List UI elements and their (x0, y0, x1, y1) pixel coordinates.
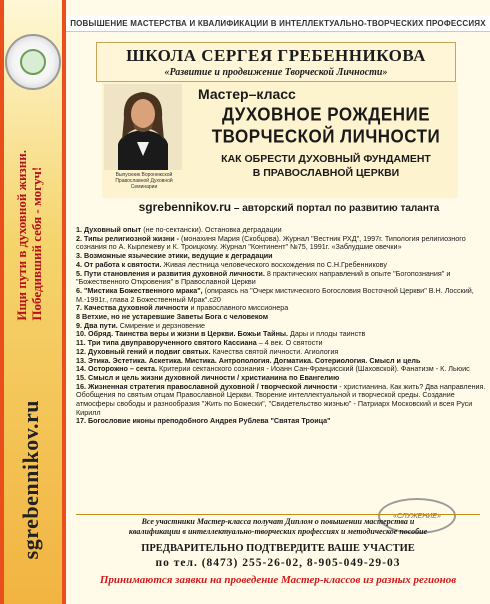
topic-heading: "Мистика Божественного мрака", (84, 285, 203, 295)
regions-note: Принимаются заявки на проведение Мастер-классов из разных регионов (99, 574, 457, 586)
topic-text: 8 практических направлений в опыте "Богопознания" и "Божественного Откровения" в Православной Церкви (76, 268, 451, 287)
topic-heading: Ветхие, но не устаревшие Заветы Бога с человеком (82, 312, 269, 322)
title-line2: ТВОРЧЕСКОЙ ЛИЧНОСТИ (211, 126, 441, 147)
masterclass-title (198, 104, 454, 148)
topic-number: 11. (76, 338, 86, 348)
diploma-line2: квалификации в интеллектуально-творческих профессиях и методическое пособие (128, 527, 428, 536)
sidebar-slogan (14, 150, 44, 321)
topic-number: 12. (76, 346, 86, 356)
topic-text: (монахиня Мария (Скобцова). Журнал "Вестник РХД", 1997г. Типология религиозного сознания по А. Кырлежеву и К. Троицкому. Журнал "Континент" №75, 1991г. «Заблудшие овечки» (76, 233, 466, 252)
topic-heading: Возможные языческие этики, ведущие к деградации (84, 251, 273, 261)
portal-site-link[interactable]: sgrebennikov.ru (138, 200, 232, 214)
topic-text: Смирение и дерзновение (117, 320, 206, 330)
school-subtitle: «Развитие и продвижение Творческой Личности» (164, 67, 388, 78)
topic-number: 5. (76, 268, 82, 278)
phone-line[interactable]: по тел. (8473) 255-26-02, 8-905-049-29-03 (155, 557, 401, 569)
topic-number: 6. (76, 285, 82, 295)
topic-heading: От работа к святости. (84, 259, 162, 269)
topic-number: 3. (76, 251, 82, 261)
topic-number: 1. (76, 225, 82, 234)
confirm-heading: ПРЕДВАРИТЕЛЬНО ПОДТВЕРДИТЕ ВАШЕ УЧАСТИЕ (141, 543, 415, 554)
photo-caption: Выпускник Воронежской Православной Духовной Семинарии (115, 172, 173, 190)
sidebar-slogan-line1: Ищи пути в духовной жизни. (14, 150, 29, 321)
sidebar-slogan-line2: Победивший себя - могуч! (29, 166, 44, 321)
topic-text: (не по-сектански). Остановка деградации (141, 225, 282, 234)
topic-number: 13. (76, 355, 86, 365)
topic-heading: Духовный гений и подвиг святых. (88, 346, 211, 356)
topic-number: 17. (76, 416, 86, 426)
seal-core (20, 49, 46, 75)
masterclass-subtitle (198, 152, 454, 180)
topic-item (76, 417, 486, 426)
topic-text: - христианина. Как жить? Два направления. Обобщения по святым отцам Православной Церкви. Творение интеллектуальной и творческой среды. Создание атмосферы свободы и разнообразия "Жить по Божески", "Свидетельство жизнью" - Патриарх Московский и всея Руси Кирилл (76, 381, 486, 417)
portal-line (126, 198, 452, 216)
top-line: ПОВЫШЕНИЕ МАСТЕРСТВА И КВАЛИФИКАЦИИ В ИНТЕЛЛЕКТУАЛЬНО-ТВОРЧЕСКИХ ПРОФЕССИЯХ (66, 16, 490, 32)
topic-item (76, 270, 486, 287)
topic-text: и православного миссионера (188, 303, 289, 313)
masterclass-label: Мастер–класс (198, 86, 296, 102)
author-photo (104, 84, 182, 170)
diploma-line1: Все участники Мастер-класса получат Диплом о повышении мастерства и (141, 517, 415, 526)
topic-number: 7. (76, 303, 82, 313)
topic-heading: Богословие иконы преподобного Андрея Рублева "Святая Троица" (88, 416, 331, 426)
topic-number: 8 (76, 312, 80, 322)
topic-number: 4. (76, 259, 82, 269)
topic-heading: Этика. Эстетика. Аскетика. Мистика. Антропология. Догматика. Сотериология. Смысл и цель (88, 355, 421, 365)
stamp-icon: «СЛУЖЕНИЕ» (378, 498, 456, 534)
logo-seal-icon (5, 34, 61, 90)
sidebar-site[interactable]: sgrebennikov.ru (18, 400, 43, 560)
topic-heading: Обряд. Таинства веры и жизни в Церкви. Божьи Тайны. (88, 329, 289, 339)
title-line1: ДУХОВНОЕ РОЖДЕНИЕ (221, 104, 431, 125)
topic-text: – 4 век. О святости (256, 338, 323, 348)
topic-item (76, 235, 486, 252)
topic-text: (опираясь на "Очерк мистического Богословия Восточной Церкви" В.Н. Лосский, М.-1991г., глава 2 Божественный Мрак".с20 (76, 285, 474, 304)
main-page (66, 0, 490, 604)
topic-number: 15. (76, 372, 86, 382)
topic-heading: Два пути. (84, 320, 118, 330)
topic-heading: Осторожно – секта. (88, 364, 158, 374)
topic-heading: Духовный опыт (84, 225, 142, 234)
topic-number: 14. (76, 364, 86, 374)
topic-heading: Смысл и цель жизни духовной личности / христианина по Евангелию (88, 372, 340, 382)
topic-heading: Жизненная стратегия православной духовной / творческой личности (88, 381, 338, 391)
topic-text: Дары и плоды таинств (288, 329, 366, 339)
topic-number: 16. (76, 381, 86, 391)
subtitle-line2: В ПРАВОСЛАВНОЙ ЦЕРКВИ (252, 167, 400, 179)
topic-text: Живая лестница человеческого восхождения по С.Н.Гребенникову (161, 259, 387, 269)
masterclass-hero (102, 82, 458, 198)
school-name: ШКОЛА СЕРГЕЯ ГРЕБЕННИКОВА (126, 46, 426, 65)
topic-number: 9. (76, 320, 82, 330)
topic-item (76, 383, 486, 418)
topic-heading: Пути становления и развития духовной личности. (84, 268, 265, 278)
topic-text: Качества святой личности. Агиология (210, 346, 339, 356)
topic-list (76, 226, 486, 426)
diploma-note (76, 514, 480, 537)
topic-heading: Качества духовной личности (84, 303, 189, 313)
topic-text: Критерии сектанского сознания - Иоанн Сан-Францисский (Шаховской). Фанатизм - К. Льюис (157, 364, 470, 374)
topic-heading: Типы религиозной жизни - (84, 233, 180, 243)
topic-number: 10. (76, 329, 86, 339)
topic-number: 2. (76, 233, 82, 243)
portal-text: – авторский портал по развитию таланта (231, 203, 440, 214)
topic-heading: Три типа двуправорученного святого Кассиана (87, 338, 257, 348)
topic-item (76, 287, 486, 304)
school-banner (96, 42, 456, 82)
subtitle-line1: КАК ОБРЕСТИ ДУХОВНЫЙ ФУНДАМЕНТ (221, 153, 431, 165)
